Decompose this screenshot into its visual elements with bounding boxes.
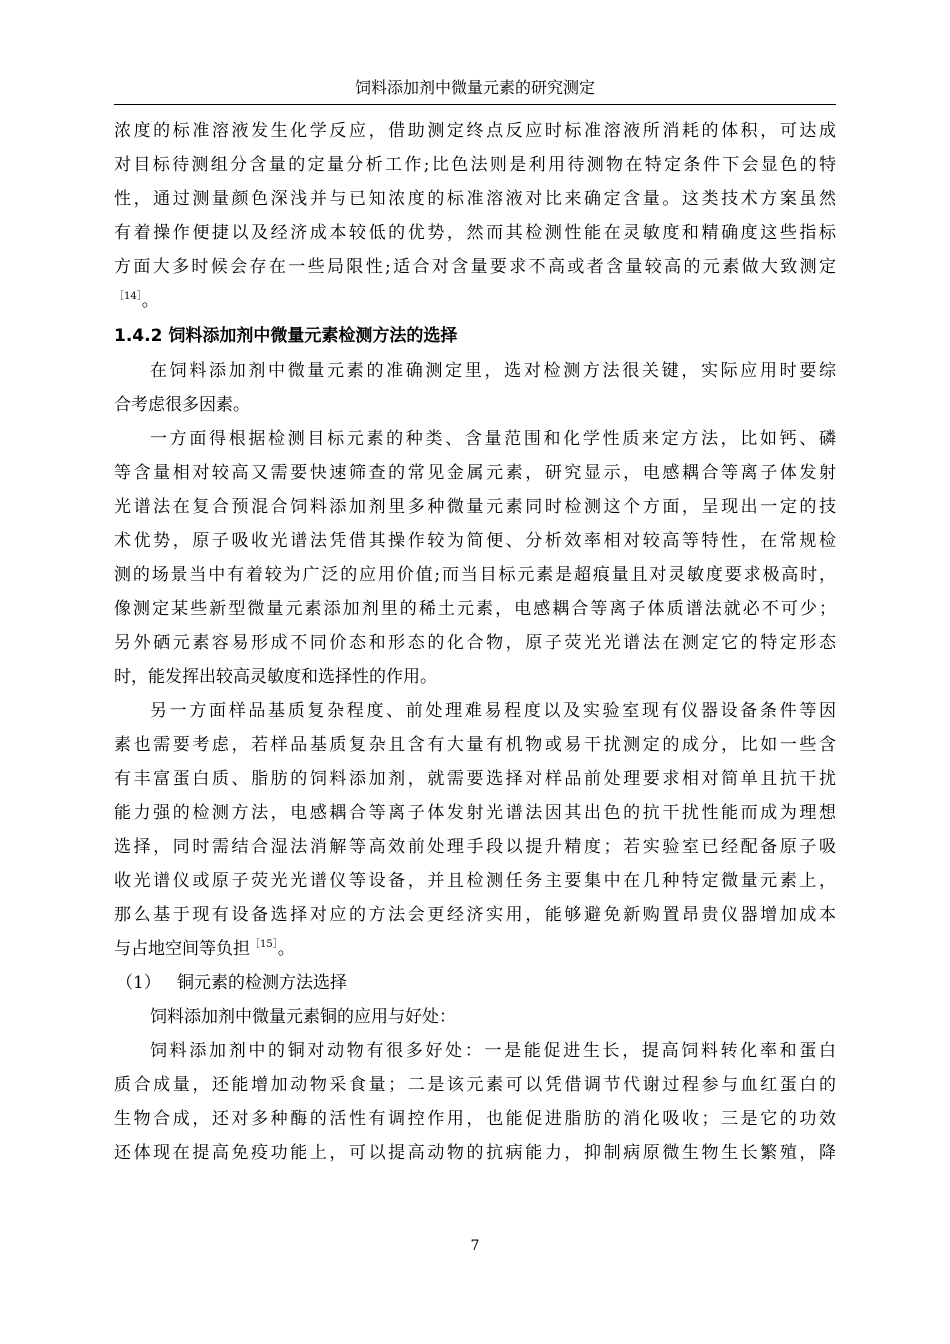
text-line: 选择，同时需结合湿法消解等高效前处理手段以提升精度；若实验室已经配备原子吸 — [114, 837, 836, 857]
text-line: 收光谱仪或原子荧光光谱仪等设备，并且检测任务主要集中在几种特定微量元素上， — [114, 871, 836, 891]
text-line: 能力强的检测方法，电感耦合等离子体发射光谱法因其出色的抗干扰性能而成为理想 — [114, 803, 836, 823]
citation-ref: ［15］ — [250, 939, 278, 950]
text-line: 有丰富蛋白质、脂肪的饲料添加剂，就需要选择对样品前处理要求相对简单且抗干扰 — [114, 769, 836, 789]
text-line: 生物合成，还对多种酶的活性有调控作用，也能促进脂肪的消化吸收；三是它的功效 — [114, 1109, 836, 1129]
text-line: 合考虑很多因素。 — [114, 395, 250, 415]
section-heading: 1.4.2 饲料添加剂中微量元素检测方法的选择 — [114, 326, 458, 346]
text-line: 另一方面样品基质复杂程度、前处理难易程度以及实验室现有仪器设备条件等因 — [150, 701, 836, 721]
text-line — [114, 932, 836, 966]
text-line: 光谱法在复合预混合饲料添加剂里多种微量元素同时检测这个方面，呈现出一定的技 — [114, 497, 836, 517]
text-line: 饲料添加剂中的铜对动物有很多好处：一是能促进生长，提高饲料转化率和蛋白 — [150, 1041, 836, 1061]
running-header: 饲料添加剂中微量元素的研究测定 — [114, 76, 836, 105]
paragraph-1 — [114, 114, 836, 318]
text-line: 质合成量，还能增加动物采食量；二是该元素可以凭借调节代谢过程参与血红蛋白的 — [114, 1075, 836, 1095]
text-line: 还体现在提高免疫功能上，可以提高动物的抗病能力，抑制病原微生物生长繁殖，降 — [114, 1143, 836, 1163]
list-number: （1） — [116, 973, 161, 993]
paragraph-3 — [114, 422, 836, 694]
paragraph-4 — [114, 694, 836, 966]
text-line: 饲料添加剂中微量元素铜的应用与好处： — [150, 1007, 456, 1027]
text-line: 像测定某些新型微量元素添加剂里的稀土元素，电感耦合等离子体质谱法就必不可少； — [114, 599, 836, 619]
citation-ref: ［14］ — [114, 291, 142, 302]
text-line: 对目标待测组分含量的定量分析工作;比色法则是利用待测物在特定条件下会显色的特 — [114, 155, 836, 175]
text-line: 在饲料添加剂中微量元素的准确测定里，选对检测方法很关键，实际应用时要综 — [150, 361, 836, 381]
text-span: 与占地空间等负担 — [114, 939, 250, 959]
text-line: 浓度的标准溶液发生化学反应，借助测定终点反应时标准溶液所消耗的体积，可达成 — [114, 121, 836, 141]
page-number: 7 — [470, 1238, 480, 1254]
text-line — [114, 284, 836, 318]
paragraph-2 — [114, 354, 836, 422]
text-line: 方面大多时候会存在一些局限性;适合对含量要求不高或者含量较高的元素做大致测定 — [114, 257, 836, 277]
list-text: 铜元素的检测方法选择 — [177, 973, 348, 993]
list-item — [114, 966, 836, 1000]
page-body — [114, 114, 836, 1170]
text-line: 有着操作便捷以及经济成本较低的优势，然而其检测性能在灵敏度和精确度这些指标 — [114, 223, 836, 243]
text-line: 性，通过测量颜色深浅并与已知浓度的标准溶液对比来确定含量。这类技术方案虽然 — [114, 189, 836, 209]
paragraph-6 — [114, 1034, 836, 1170]
text-line: 素也需要考虑，若样品基质复杂且含有大量有机物或易干扰测定的成分，比如一些含 — [114, 735, 836, 755]
sentence-end: 。 — [277, 939, 295, 959]
paragraph-5 — [114, 1000, 836, 1034]
text-line: 一方面得根据检测目标元素的种类、含量范围和化学性质来定方法，比如钙、磷 — [150, 429, 836, 449]
text-line: 时，能发挥出较高灵敏度和选择性的作用。 — [114, 667, 437, 687]
text-line: 另外硒元素容易形成不同价态和形态的化合物，原子荧光光谱法在测定它的特定形态 — [114, 633, 836, 653]
text-line: 术优势，原子吸收光谱法凭借其操作较为简便、分析效率相对较高等特性，在常规检 — [114, 531, 836, 551]
sentence-end: 。 — [141, 291, 159, 311]
text-line: 等含量相对较高又需要快速筛查的常见金属元素，研究显示，电感耦合等离子体发射 — [114, 463, 836, 483]
text-line: 测的场景当中有着较为广泛的应用价值;而当目标元素是超痕量且对灵敏度要求极高时， — [114, 565, 836, 585]
text-line: 那么基于现有设备选择对应的方法会更经济实用，能够避免新购置昂贵仪器增加成本 — [114, 905, 836, 925]
